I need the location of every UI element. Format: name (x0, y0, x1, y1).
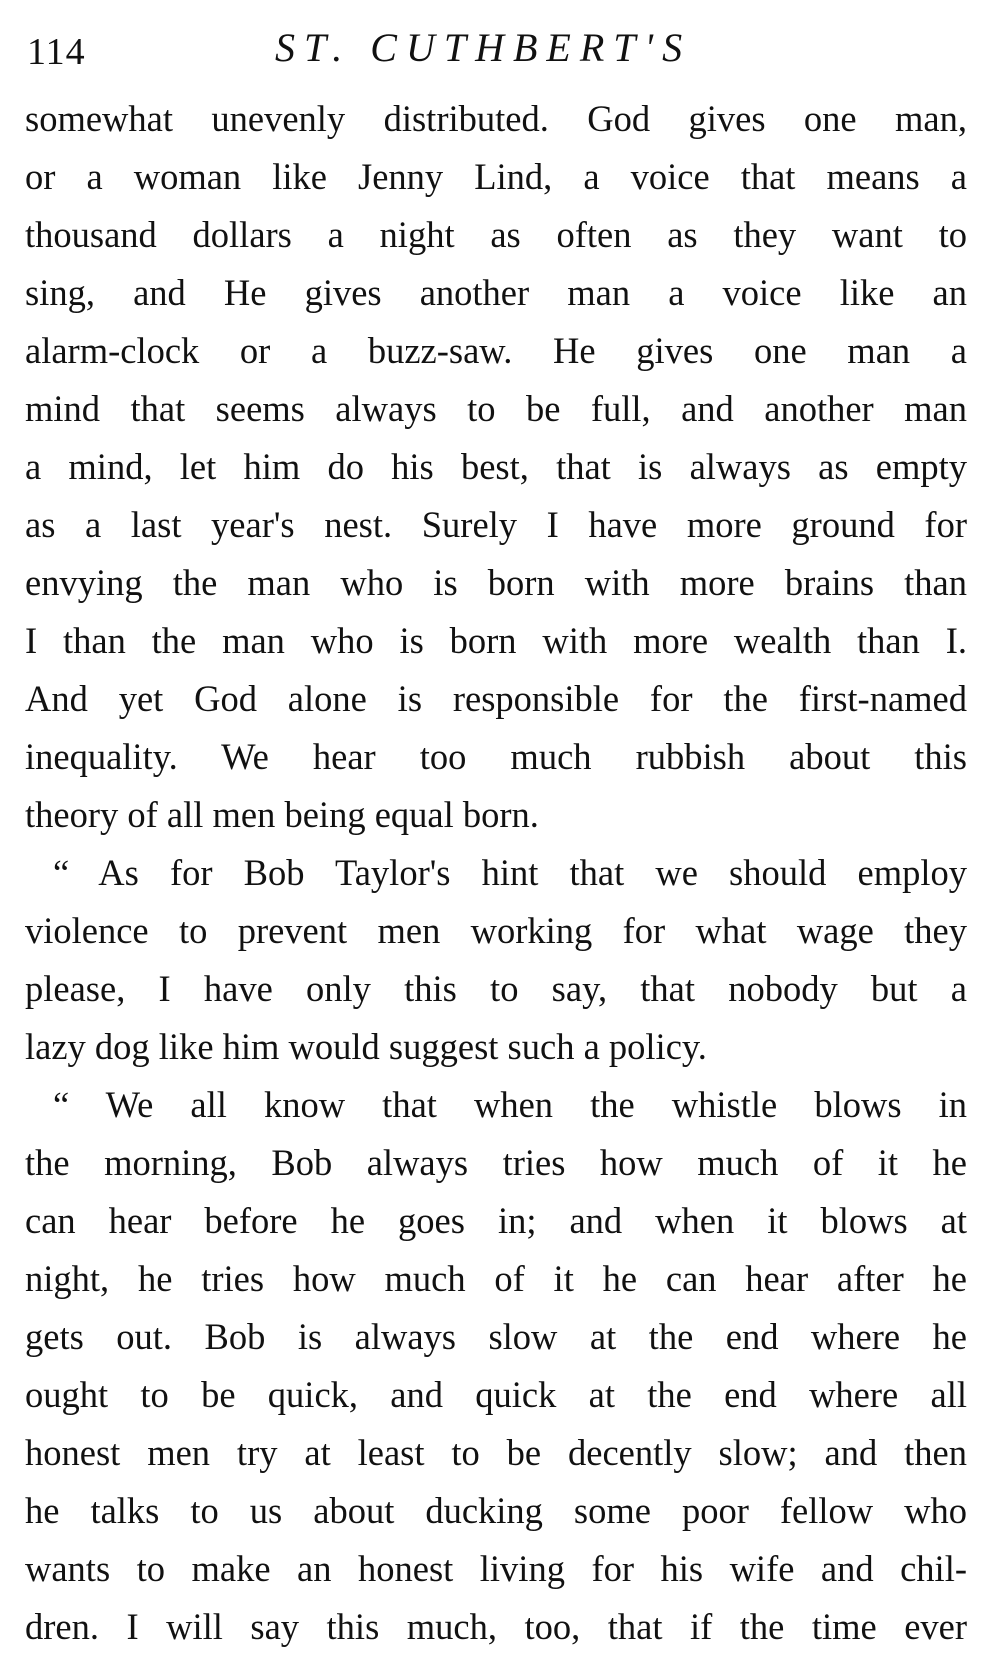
text-line: as a last year's nest. Surely I have more ground for (25, 504, 967, 545)
text-line: night, he tries how much of it he can hear after he (25, 1258, 967, 1299)
text-line: alarm-clock or a buzz-saw. He gives one man a (25, 330, 967, 371)
text-line: honest men try at least to be decently slow; and then (25, 1432, 967, 1473)
paragraph-3 (25, 1076, 967, 1656)
text-line: envying the man who is born with more brains than (25, 562, 967, 603)
text-line: lazy dog like him would suggest such a policy. (25, 1026, 707, 1067)
text-line: And yet God alone is responsible for the first-named (25, 678, 967, 719)
text-line: please, I have only this to say, that nobody but a (25, 968, 967, 1009)
text-line: somewhat unevenly distributed. God gives one man, (25, 98, 967, 139)
text-line: gets out. Bob is always slow at the end where he (25, 1316, 967, 1357)
text-line: theory of all men being equal born. (25, 794, 539, 835)
text-line: the morning, Bob always tries how much of it he (25, 1142, 967, 1183)
text-line: inequality. We hear too much rubbish about this (25, 736, 967, 777)
running-head (25, 18, 967, 90)
text-line: wants to make an honest living for his wife and chil- (25, 1548, 967, 1589)
text-line: he talks to us about ducking some poor fellow who (25, 1490, 967, 1531)
text-line: can hear before he goes in; and when it blows at (25, 1200, 967, 1241)
text-line: or a woman like Jenny Lind, a voice that means a (25, 156, 967, 197)
text-line: thousand dollars a night as often as they want to (25, 214, 967, 255)
page-number: 114 (27, 31, 86, 73)
paragraph-1 (25, 90, 967, 844)
text-line: “ As for Bob Taylor's hint that we should employ (53, 852, 967, 893)
text-line: mind that seems always to be full, and another man (25, 388, 967, 429)
text-line: I than the man who is born with more wealth than I. (25, 620, 967, 661)
running-title: ST. CUTHBERT'S (275, 25, 692, 70)
text-line: ought to be quick, and quick at the end where all (25, 1374, 967, 1415)
text-line: dren. I will say this much, too, that if the time ever (25, 1606, 967, 1647)
text-line: a mind, let him do his best, that is always as empty (25, 446, 967, 487)
book-page (25, 18, 967, 1656)
paragraph-2 (25, 844, 967, 1076)
text-line: violence to prevent men working for what wage they (25, 910, 967, 951)
text-line: “ We all know that when the whistle blows in (53, 1084, 967, 1125)
text-line: sing, and He gives another man a voice like an (25, 272, 967, 313)
